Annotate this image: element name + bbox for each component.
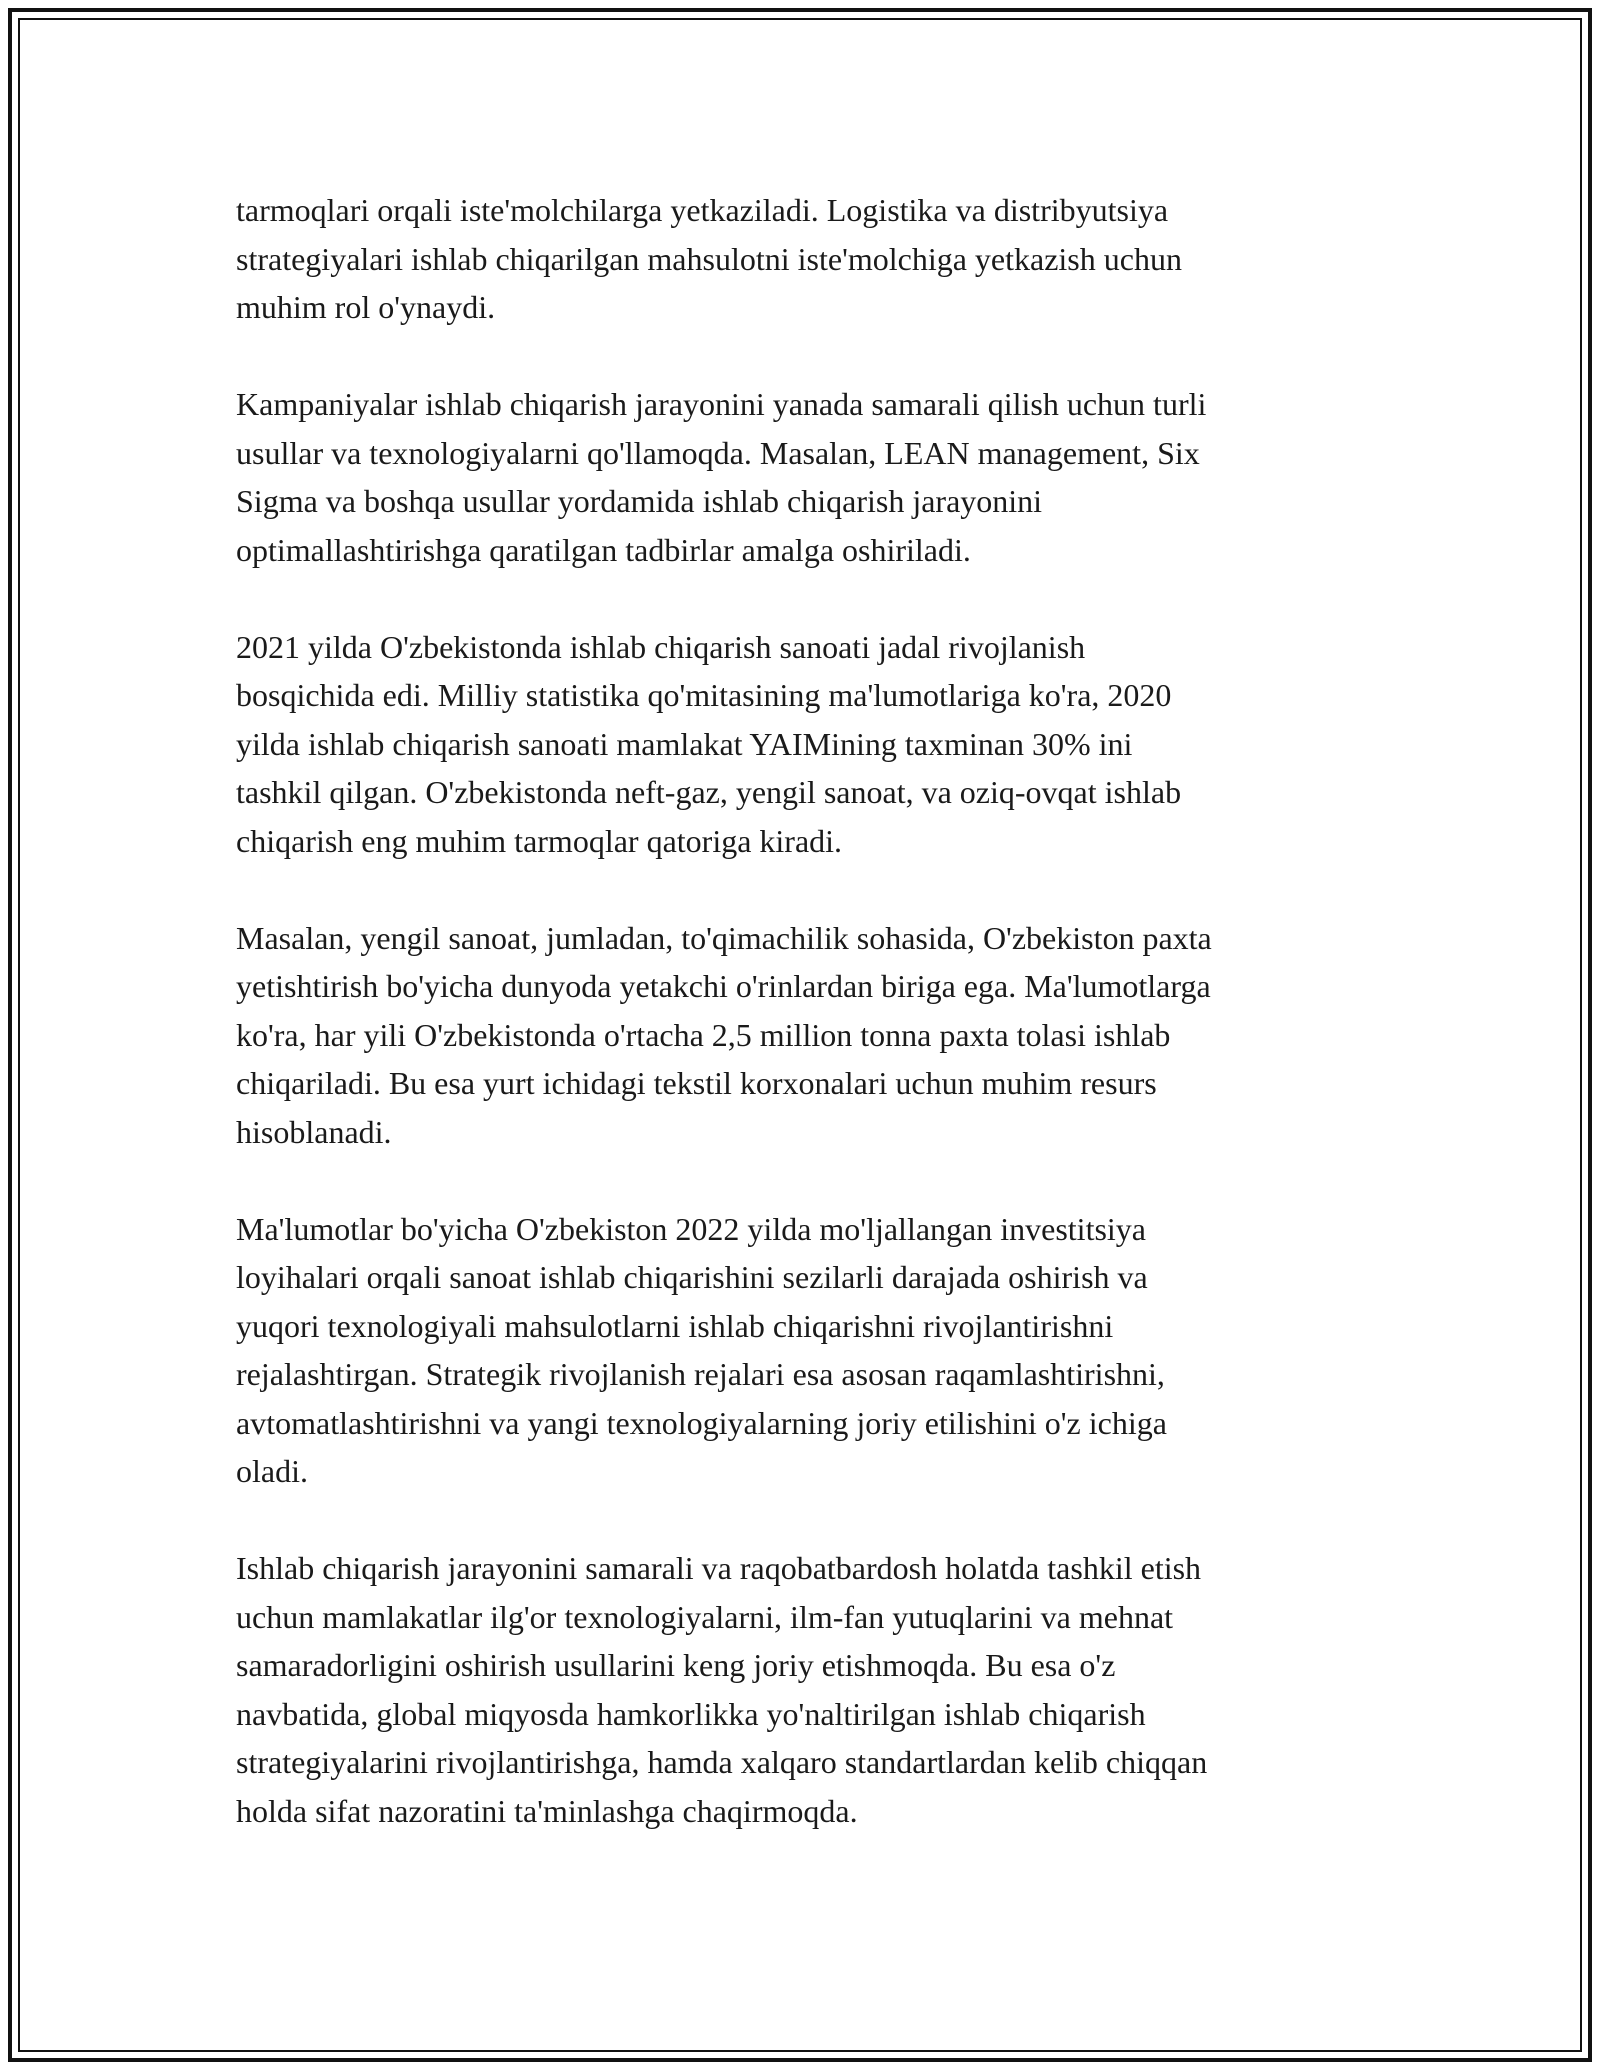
document-body: [236, 186, 1366, 1884]
paragraph-industry-2021: 2021 yilda O'zbekistonda ishlab chiqarish sanoati jadal rivojlanish bosqichida edi. Milliy statistika qo'mitasining ma'lumotlariga ko'ra, 2020 yilda ishlab chiqarish sanoati mamlakat YAIMining taxminan 30% ini tashkil qilgan. O'zbekistonda neft-gaz, yengil sanoat, va oziq-ovqat ishlab chiqarish eng muhim tarmoqlar qatoriga kiradi.: [236, 628, 1182, 859]
paragraph-competitiveness: Ishlab chiqarish jarayonini samarali va raqobatbardosh holatda tashkil etish uchun mamlakatlar ilg'or texnologiyalarni, ilm-fan yutuqlarini va mehnat samaradorligini oshirish usullarini keng joriy etishmoqda. Bu esa o'z navbatida, global miqyosda hamkorlikka yo'naltirilgan ishlab chiqarish strategiyalarini rivojlantirishga, hamda xalqaro standartlardan kelib chiqqan holda sifat nazoratini ta'minlashga chaqirmoqda.: [236, 1550, 1208, 1829]
paragraph-textile-cotton: Masalan, yengil sanoat, jumladan, to'qimachilik sohasida, O'zbekiston paxta yetishtirish bo'yicha dunyoda yetakchi o'rinlardan biriga ega. Ma'lumotlarga ko'ra, har yili O'zbekistonda o'rtacha 2,5 million tonna paxta tolasi ishlab chiqariladi. Bu esa yurt ichidagi tekstil korxonalari uchun muhim resurs hisoblanadi.: [236, 919, 1212, 1150]
paragraph-logistics: tarmoqlari orqali iste'molchilarga yetkaziladi. Logistika va distribyutsiya strategiyalari ishlab chiqarilgan mahsulotni iste'molchiga yetkazish uchun muhim rol o'ynaydi.: [236, 192, 1182, 325]
paragraph-lean-methods: Kampaniyalar ishlab chiqarish jarayonini yanada samarali qilish uchun turli usullar va texnologiyalarni qo'llamoqda. Masalan, LEAN management, Six Sigma va boshqa usullar yordamida ishlab chiqarish jarayonini optimallashtirishga qaratilgan tadbirlar amalga oshiriladi.: [236, 386, 1207, 568]
paragraph-investment-2022: Ma'lumotlar bo'yicha O'zbekiston 2022 yilda mo'ljallangan investitsiya loyihalari orqali sanoat ishlab chiqarishini sezilarli darajada oshirish va yuqori texnologiyali mahsulotlarni ishlab chiqarishni rivojlantirishni rejalashtirgan. Strategik rivojlanish rejalari esa asosan raqamlashtirishni, avtomatlashtirishni va yangi texnologiyalarning joriy etilishini o'z ichiga oladi.: [236, 1210, 1167, 1489]
